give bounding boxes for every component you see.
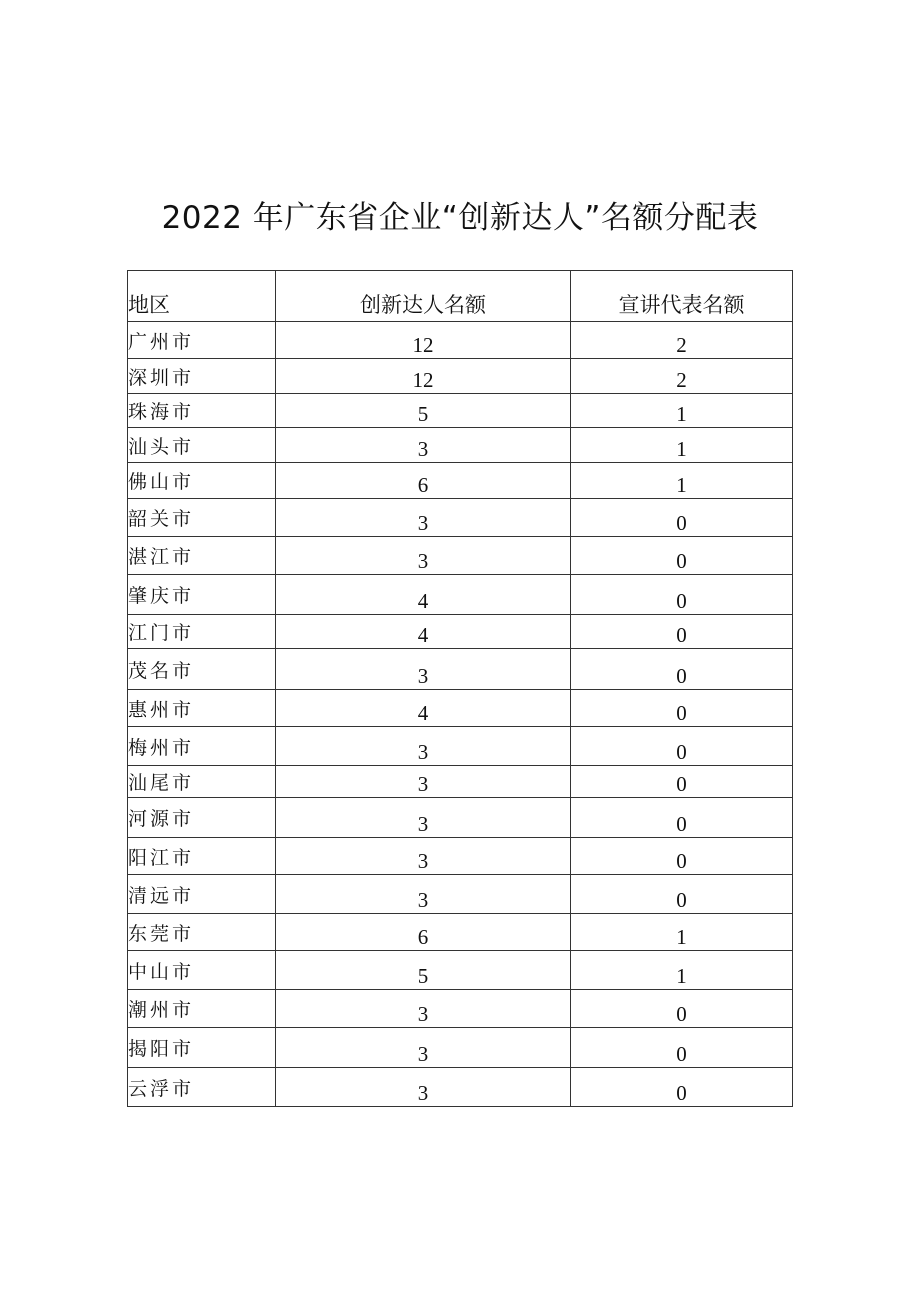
speaker-quota-cell: 1 xyxy=(571,914,793,951)
table-row xyxy=(128,838,793,875)
speaker-quota-cell: 2 xyxy=(571,359,793,394)
region-cell: 广州市 xyxy=(128,322,276,359)
speaker-quota-cell: 0 xyxy=(571,838,793,875)
region-cell: 汕尾市 xyxy=(128,766,276,798)
header-innovator-quota: 创新达人名额 xyxy=(276,271,571,322)
speaker-quota-cell: 0 xyxy=(571,615,793,649)
innovator-quota-cell: 3 xyxy=(276,499,571,537)
region-cell: 深圳市 xyxy=(128,359,276,394)
innovator-quota-cell: 3 xyxy=(276,1068,571,1107)
region-cell: 珠海市 xyxy=(128,394,276,428)
region-cell: 梅州市 xyxy=(128,727,276,766)
page-title: 2022 年广东省企业“创新达人”名额分配表 xyxy=(161,200,759,236)
speaker-quota-cell: 1 xyxy=(571,394,793,428)
region-cell: 清远市 xyxy=(128,875,276,914)
table-row xyxy=(128,463,793,499)
table-row xyxy=(128,798,793,838)
innovator-quota-cell: 3 xyxy=(276,838,571,875)
table-row xyxy=(128,615,793,649)
speaker-quota-cell: 0 xyxy=(571,537,793,575)
innovator-quota-cell: 6 xyxy=(276,914,571,951)
table-row xyxy=(128,394,793,428)
table-row xyxy=(128,951,793,990)
table-row xyxy=(128,1028,793,1068)
table-row xyxy=(128,1068,793,1107)
table-row xyxy=(128,766,793,798)
innovator-quota-cell: 3 xyxy=(276,537,571,575)
quota-table xyxy=(127,270,793,1107)
innovator-quota-cell: 3 xyxy=(276,1028,571,1068)
region-cell: 云浮市 xyxy=(128,1068,276,1107)
innovator-quota-cell: 3 xyxy=(276,875,571,914)
table-row xyxy=(128,875,793,914)
innovator-quota-cell: 4 xyxy=(276,575,571,615)
table-row xyxy=(128,322,793,359)
innovator-quota-cell: 5 xyxy=(276,394,571,428)
speaker-quota-cell: 0 xyxy=(571,499,793,537)
region-cell: 汕头市 xyxy=(128,428,276,463)
region-cell: 肇庆市 xyxy=(128,575,276,615)
table-row xyxy=(128,690,793,727)
speaker-quota-cell: 0 xyxy=(571,990,793,1028)
speaker-quota-cell: 0 xyxy=(571,875,793,914)
innovator-quota-cell: 4 xyxy=(276,690,571,727)
speaker-quota-cell: 0 xyxy=(571,1028,793,1068)
innovator-quota-cell: 3 xyxy=(276,990,571,1028)
region-cell: 佛山市 xyxy=(128,463,276,499)
speaker-quota-cell: 0 xyxy=(571,798,793,838)
region-cell: 阳江市 xyxy=(128,838,276,875)
innovator-quota-cell: 3 xyxy=(276,798,571,838)
innovator-quota-cell: 5 xyxy=(276,951,571,990)
table-row xyxy=(128,727,793,766)
table-row xyxy=(128,575,793,615)
speaker-quota-cell: 0 xyxy=(571,766,793,798)
table-row xyxy=(128,359,793,394)
table-header-row xyxy=(128,271,793,322)
region-cell: 揭阳市 xyxy=(128,1028,276,1068)
innovator-quota-cell: 12 xyxy=(276,359,571,394)
speaker-quota-cell: 0 xyxy=(571,649,793,690)
region-cell: 惠州市 xyxy=(128,690,276,727)
table-body xyxy=(128,322,793,1107)
speaker-quota-cell: 1 xyxy=(571,463,793,499)
innovator-quota-cell: 4 xyxy=(276,615,571,649)
table-row xyxy=(128,428,793,463)
region-cell: 中山市 xyxy=(128,951,276,990)
region-cell: 韶关市 xyxy=(128,499,276,537)
region-cell: 河源市 xyxy=(128,798,276,838)
innovator-quota-cell: 3 xyxy=(276,428,571,463)
innovator-quota-cell: 6 xyxy=(276,463,571,499)
table-row xyxy=(128,990,793,1028)
table-row xyxy=(128,914,793,951)
region-cell: 潮州市 xyxy=(128,990,276,1028)
table-row xyxy=(128,499,793,537)
speaker-quota-cell: 0 xyxy=(571,690,793,727)
innovator-quota-cell: 3 xyxy=(276,649,571,690)
table-row xyxy=(128,649,793,690)
region-cell: 东莞市 xyxy=(128,914,276,951)
speaker-quota-cell: 0 xyxy=(571,1068,793,1107)
speaker-quota-cell: 0 xyxy=(571,575,793,615)
header-speaker-quota: 宣讲代表名额 xyxy=(571,271,793,322)
speaker-quota-cell: 1 xyxy=(571,951,793,990)
innovator-quota-cell: 3 xyxy=(276,727,571,766)
table-row xyxy=(128,537,793,575)
region-cell: 茂名市 xyxy=(128,649,276,690)
region-cell: 江门市 xyxy=(128,615,276,649)
speaker-quota-cell: 2 xyxy=(571,322,793,359)
region-cell: 湛江市 xyxy=(128,537,276,575)
header-region: 地区 xyxy=(128,271,276,322)
speaker-quota-cell: 0 xyxy=(571,727,793,766)
innovator-quota-cell: 12 xyxy=(276,322,571,359)
speaker-quota-cell: 1 xyxy=(571,428,793,463)
innovator-quota-cell: 3 xyxy=(276,766,571,798)
